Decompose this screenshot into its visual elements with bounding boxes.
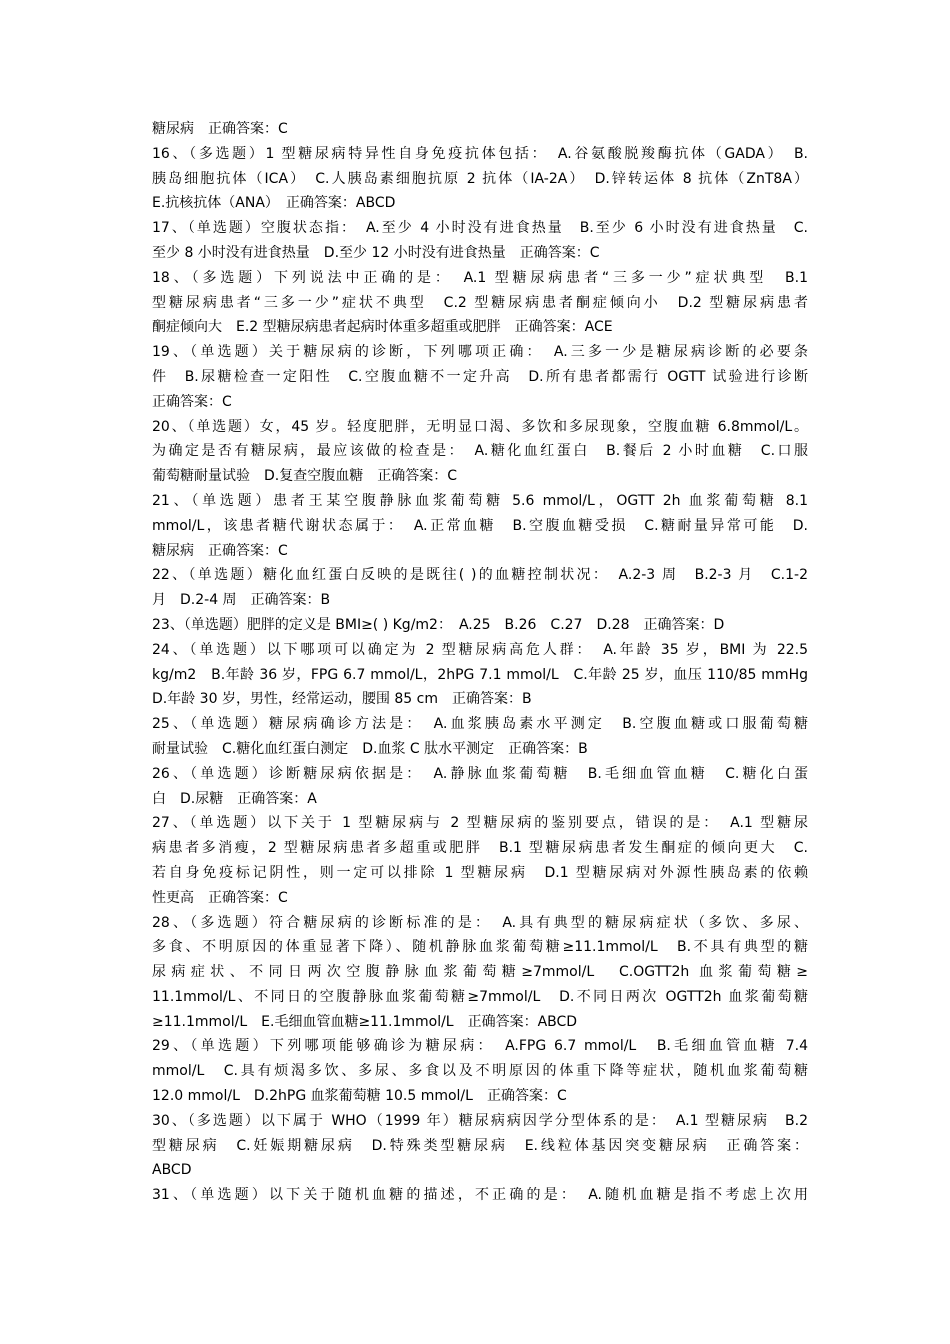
- text-line: 11.1mmol/L、不同日的空腹静脉血浆葡萄糖≥7mmol/L D.不同日两次 OGTT2h 血浆葡萄糖: [152, 988, 808, 1005]
- text-line: 26、（单选题）诊断糖尿病依据是： A.静脉血浆葡萄糖 B.毛细血管血糖 C.糖化白蛋: [152, 765, 808, 782]
- text-line: 25、（单选题）糖尿病确诊方法是： A.血浆胰岛素水平测定 B.空腹血糖或口服葡萄糖: [152, 716, 808, 733]
- text-line: 28、（多选题）符合糖尿病的诊断标准的是： A.具有典型的糖尿病症状（多饮、多尿、: [152, 914, 808, 931]
- text-line: 型糖尿病 C.妊娠期糖尿病 D.特殊类型糖尿病 E.线粒体基因突变糖尿病 正确答案：: [152, 1137, 808, 1154]
- text-line: 葡萄糖耐量试验 D.复查空腹血糖 正确答案：C: [152, 468, 458, 485]
- text-line: 24、（单选题）以下哪项可以确定为 2 型糖尿病高危人群： A.年龄 35 岁，BMI 为 22.5: [152, 641, 808, 658]
- text-line: 尿病症状、不同日两次空腹静脉血浆葡萄糖≥7mmol/L C.OGTT2h 血浆葡萄糖≥: [152, 964, 808, 981]
- text-line: 至少 8 小时没有进食热量 D.至少 12 小时没有进食热量 正确答案：C: [152, 244, 600, 261]
- text-line: 胰岛细胞抗体（ICA） C.人胰岛素细胞抗原 2 抗体（IA-2A） D.锌转运体 8 抗体（ZnT8A）: [152, 170, 808, 187]
- text-line: 若自身免疫标记阴性，则一定可以排除 1 型糖尿病 D.1 型糖尿病对外源性胰岛素的依赖: [152, 864, 808, 881]
- text-line: 月 D.2-4 周 正确答案：B: [152, 592, 331, 609]
- text-line: 31、（单选题）以下关于随机血糖的描述，不正确的是： A.随机血糖是指不考虑上次用: [152, 1187, 808, 1204]
- text-line: 30、（多选题）以下属于 WHO（1999 年）糖尿病病因学分型体系的是： A.1 型糖尿病 B.2: [152, 1112, 808, 1129]
- text-line: 21、（单选题）患者王某空腹静脉血浆葡萄糖 5.6 mmol/L，OGTT 2h 血浆葡萄糖 8.1: [152, 492, 808, 509]
- text-line: 件 B.尿糖检查一定阳性 C.空腹血糖不一定升高 D.所有患者都需行 OGTT 试验进行诊断: [152, 368, 808, 385]
- text-line: 多食、不明原因的体重显著下降）、随机静脉血浆葡萄糖≥11.1mmol/L B.不具有典型的糖: [152, 939, 808, 956]
- text-line: 23、（单选题）肥胖的定义是 BMI≥( ) Kg/m2： A.25 B.26 C.27 D.28 正确答案：D: [152, 616, 725, 633]
- text-line: 糖尿病 正确答案：C: [152, 542, 288, 559]
- text-line: 17、（单选题）空腹状态指： A.至少 4 小时没有进食热量 B.至少 6 小时没有进食热量 C.: [152, 220, 808, 237]
- text-line: ≥11.1mmol/L E.毛细血管血糖≥11.1mmol/L 正确答案：ABCD: [152, 1013, 578, 1030]
- text-line: 22、（单选题）糖化血红蛋白反映的是既往( )的血糖控制状况： A.2-3 周 B.2-3 月 C.1-2: [152, 567, 808, 584]
- text-line: 病患者多消瘦，2 型糖尿病患者多超重或肥胖 B.1 型糖尿病患者发生酮症的倾向更大 C.: [152, 840, 808, 857]
- text-line: 正确答案：C: [152, 393, 232, 410]
- text-line: kg/m2 B.年龄 36 岁，FPG 6.7 mmol/L，2hPG 7.1 mmol/L C.年龄 25 岁，血压 110/85 mmHg: [152, 666, 808, 683]
- text-line: 为确定是否有糖尿病，最应该做的检查是： A.糖化血红蛋白 B.餐后 2 小时血糖 C.口服: [152, 443, 808, 460]
- text-line: 20、（单选题）女，45 岁。轻度肥胖，无明显口渴、多饮和多尿现象，空腹血糖 6.8mmol/L。: [152, 418, 808, 435]
- text-line: 12.0 mmol/L D.2hPG 血浆葡萄糖 10.5 mmol/L 正确答案：C: [152, 1088, 567, 1105]
- text-line: 27、（单选题）以下关于 1 型糖尿病与 2 型糖尿病的鉴别要点，错误的是： A.1 型糖尿: [152, 815, 808, 832]
- text-line: 19、（单选题）关于糖尿病的诊断，下列哪项正确： A.三多一少是糖尿病诊断的必要条: [152, 344, 808, 361]
- text-line: D.年龄 30 岁，男性，经常运动，腰围 85 cm 正确答案：B: [152, 691, 532, 708]
- text-line: 16、（多选题）1 型糖尿病特异性自身免疫抗体包括： A.谷氨酸脱羧酶抗体（GADA） B.: [152, 145, 808, 162]
- text-line: 酮症倾向大 E.2 型糖尿病患者起病时体重多超重或肥胖 正确答案：ACE: [152, 319, 613, 336]
- text-line: 白 D.尿糖 正确答案：A: [152, 790, 317, 807]
- text-line: 耐量试验 C.糖化血红蛋白测定 D.血浆 C 肽水平测定 正确答案：B: [152, 740, 588, 757]
- text-line: mmol/L C.具有烦渴多饮、多尿、多食以及不明原因的体重下降等症状，随机血浆葡萄糖: [152, 1063, 808, 1080]
- text-line: E.抗核抗体（ANA） 正确答案：ABCD: [152, 195, 396, 212]
- text-line: 糖尿病 正确答案：C: [152, 121, 288, 137]
- text-line: 型糖尿病患者“三多一少”症状不典型 C.2 型糖尿病患者酮症倾向小 D.2 型糖尿病患者: [152, 294, 808, 311]
- text-line: mmol/L，该患者糖代谢状态属于： A.正常血糖 B.空腹血糖受损 C.糖耐量异常可能 D.: [152, 517, 808, 534]
- text-line: 性更高 正确答案：C: [152, 889, 288, 906]
- document-page: [152, 117, 808, 1208]
- text-line: 18、（多选题）下列说法中正确的是： A.1 型糖尿病患者“三多一少”症状典型 B.1: [152, 269, 808, 286]
- text-line: ABCD: [152, 1162, 192, 1179]
- text-line: 29、（单选题）下列哪项能够确诊为糖尿病： A.FPG 6.7 mmol/L B.毛细血管血糖 7.4: [152, 1038, 808, 1055]
